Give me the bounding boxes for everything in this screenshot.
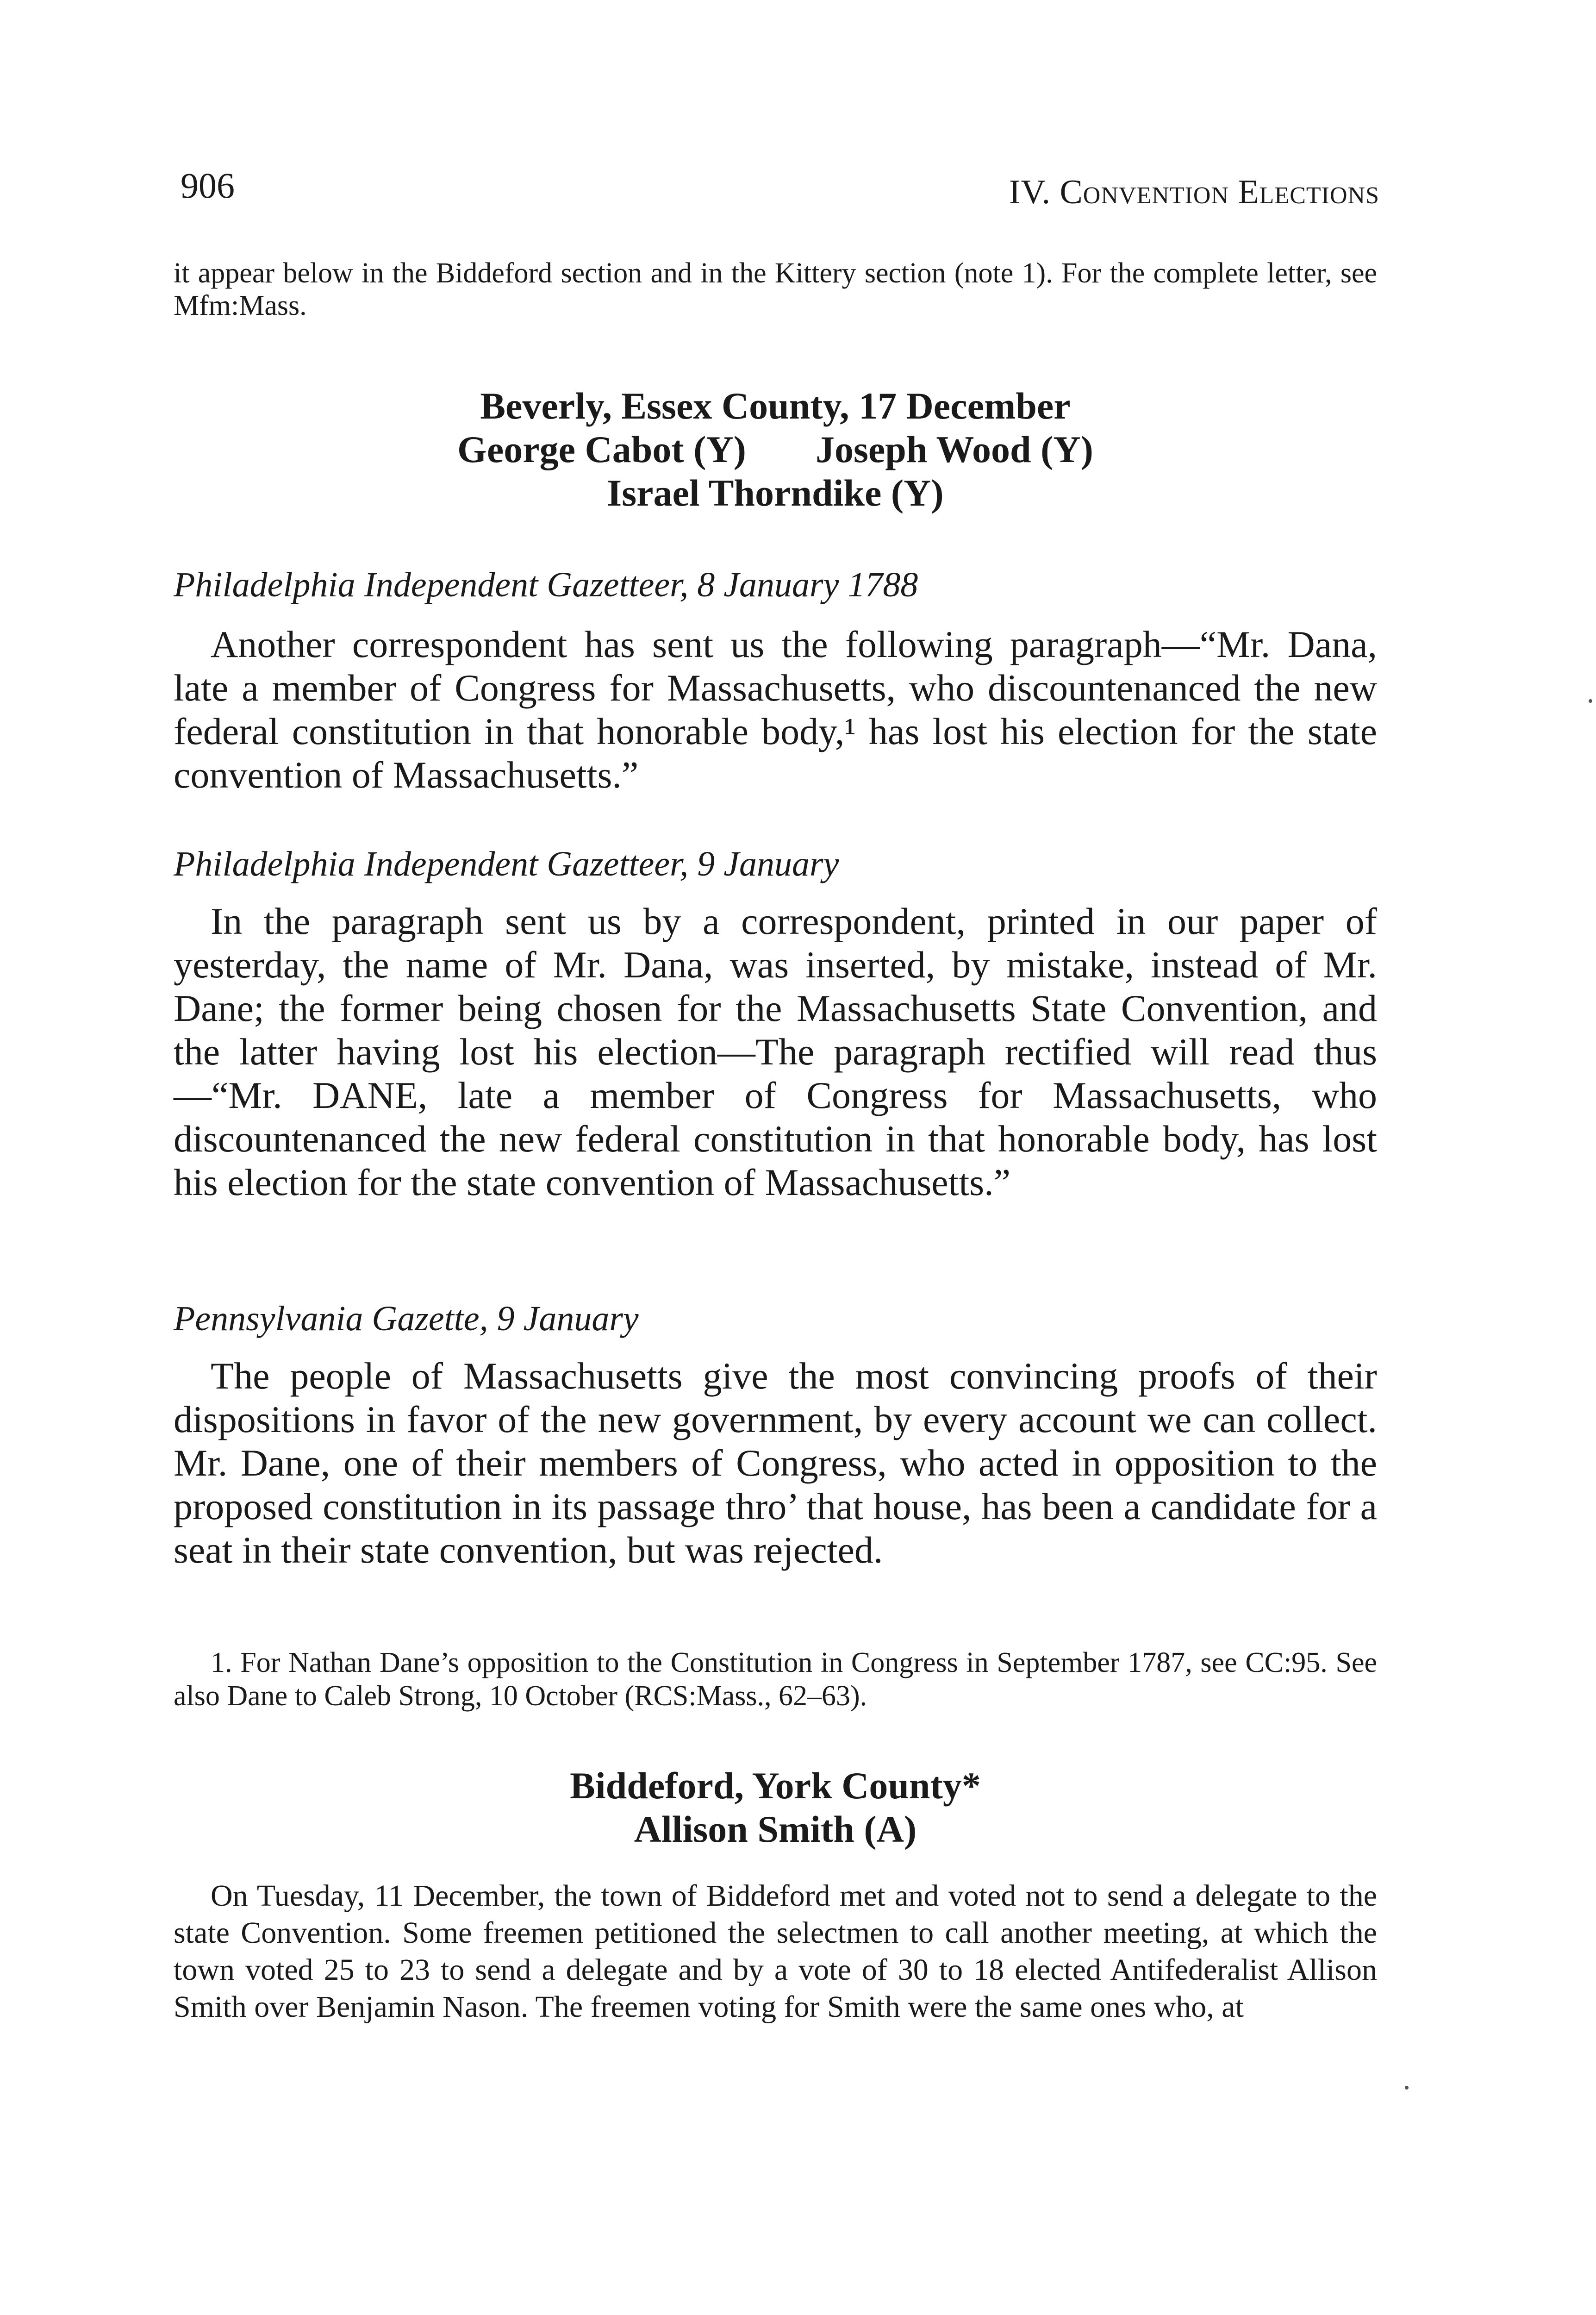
article-text: Another correspondent has sent us the following paragraph—“Mr. Dana, late a member of Congress for Massachusetts, who discountenanced the new federal constitution in that honorable body,¹ has lost his election for the state convention of Massachusetts.” [174, 623, 1377, 796]
running-head: IV. Convention Elections [1009, 173, 1379, 211]
delegate-name: Joseph Wood (Y) [815, 428, 1093, 470]
article-source: Philadelphia Independent Gazetteer, 9 January [174, 845, 839, 883]
scan-speck [1405, 2086, 1409, 2090]
article-text: The people of Massachusetts give the most convincing proofs of their dispositions in favor of the new government, by every account we can collect. Mr. Dane, one of their members of Congress, who acted in opposition to the proposed constitution in its passage thro’ that house, has been a candidate for a seat in their state convention, but was rejected. [174, 1355, 1377, 1571]
delegate-name: Allison Smith (A) [634, 1808, 917, 1850]
beverly-heading: Beverly, Essex County, 17 December [480, 385, 1071, 427]
biddeford-section-heading [174, 1764, 1377, 1851]
biddeford-paragraph: On Tuesday, 11 December, the town of Biddeford met and voted not to send a delegate to the state Convention. Some freemen petitioned the selectmen to call another meeting, at which the town voted 25 to 23 to send a delegate and by a vote of 30 to 18 elected Antifederalist Allison Smith over Benjamin Nason. The freemen voting for Smith were the same ones who, at [174, 1879, 1377, 2024]
footnote: 1. For Nathan Dane’s opposition to the Constitution in Congress in September 1787, see CC:95. See also Dane to Caleb Strong, 10 October (RCS:Mass., 62–63). [174, 1647, 1377, 1712]
delegate-name: Israel Thorndike (Y) [607, 472, 944, 514]
intro-paragraph: it appear below in the Biddeford section and in the Kittery section (note 1). For the complete letter, see Mfm:Mass. [174, 257, 1377, 321]
biddeford-heading: Biddeford, York County* [570, 1764, 981, 1807]
beverly-delegates-row [174, 428, 1377, 471]
article-source: Philadelphia Independent Gazetteer, 8 January 1788 [174, 565, 918, 604]
scan-speck [1589, 699, 1592, 703]
delegate-name: George Cabot (Y) [457, 428, 746, 470]
article-source: Pennsylvania Gazette, 9 January [174, 1299, 639, 1338]
page-number: 906 [181, 165, 235, 206]
beverly-section-heading [174, 384, 1377, 515]
article-text: In the paragraph sent us by a correspondent, printed in our paper of yesterday, the name of Mr. Dana, was inserted, by mistake, instead of Mr. Dane; the former being chosen for the Massachusetts State Convention, and the latter having lost his election—The paragraph rectified will read thus—“Mr. DANE, late a member of Congress for Massachusetts, who discountenanced the new federal constitution in that honorable body, has lost his election for the state convention of Massachusetts.” [174, 900, 1377, 1203]
